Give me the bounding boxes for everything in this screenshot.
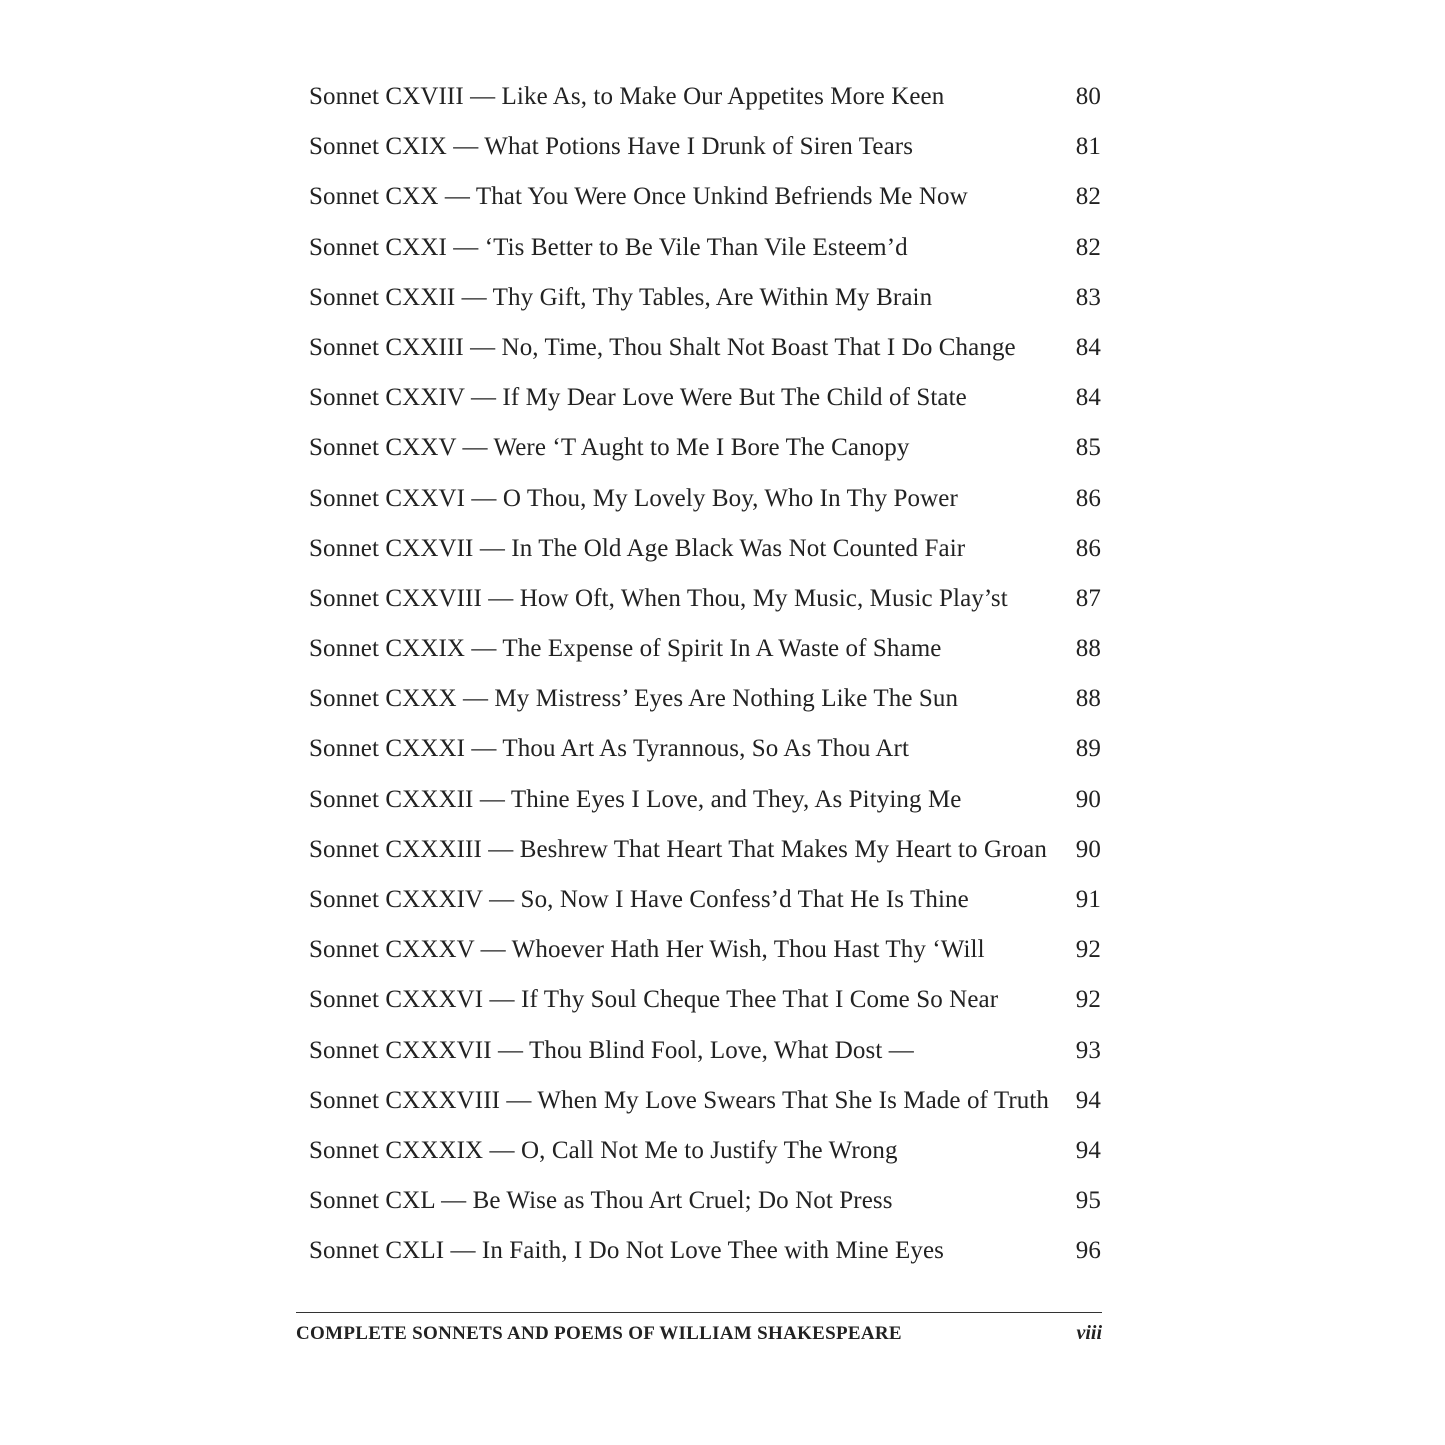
toc-entry-title: Sonnet CXXIV — If My Dear Love Were But The Child of State [309,384,967,412]
toc-entry [309,474,1101,524]
toc-entry-title: Sonnet CXXXVII — Thou Blind Fool, Love, What Dost — [309,1036,914,1064]
running-footer-title: COMPLETE SONNETS AND POEMS OF WILLIAM SHAKESPEARE [296,1323,902,1344]
toc-entry-title: Sonnet CXXI — ‘Tis Better to Be Vile Than Vile Esteem’d [309,233,908,261]
toc-entry [309,223,1101,273]
toc-entry-page: 96 [1075,1237,1101,1265]
toc-entry-page: 83 [1075,283,1101,311]
toc-entry-page: 84 [1075,333,1101,361]
toc-entry [309,373,1101,423]
toc-entry-title: Sonnet CXXXII — Thine Eyes I Love, and They, As Pitying Me [309,785,962,813]
toc-entry-title: Sonnet CXXII — Thy Gift, Thy Tables, Are Within My Brain [309,283,933,311]
toc-entry-page: 85 [1075,434,1101,462]
toc-entry-title: Sonnet CXXXV — Whoever Hath Her Wish, Thou Hast Thy ‘Will [309,936,985,964]
toc-entry-title: Sonnet CXXVIII — How Oft, When Thou, My Music, Music Play’st [309,584,1008,612]
toc-entry [309,1226,1101,1276]
toc-entry [309,122,1101,172]
toc-entry [309,172,1101,222]
toc-entry-title: Sonnet CXXIX — The Expense of Spirit In A Waste of Shame [309,635,942,663]
toc-entry [309,875,1101,925]
toc-entry-page: 80 [1075,83,1101,110]
toc-entry-title: Sonnet CXL — Be Wise as Thou Art Cruel; Do Not Press [309,1187,893,1215]
toc-entry [309,273,1101,323]
toc-entry-page: 91 [1075,886,1101,913]
toc-entry [309,775,1101,825]
toc-entry-page: 90 [1075,785,1101,813]
toc-entry-page: 90 [1075,835,1101,863]
toc-entry-page: 86 [1075,484,1101,512]
toc-entry-page: 82 [1075,233,1101,261]
toc-entry-page: 88 [1075,685,1101,713]
toc-entry [309,323,1101,373]
toc-entry-page: 92 [1075,936,1101,964]
toc-entry-title: Sonnet CXXX — My Mistress’ Eyes Are Nothing Like The Sun [309,685,959,713]
toc-entry-title: Sonnet CXXV — Were ‘T Aught to Me I Bore The Canopy [309,434,910,462]
toc-entry [309,925,1101,975]
toc-entry [309,423,1101,473]
toc-entry-title: Sonnet CXXXIX — O, Call Not Me to Justify The Wrong [309,1136,898,1164]
toc-entry-title: Sonnet CXXVI — O Thou, My Lovely Boy, Who In Thy Power [309,484,958,512]
toc-entry [309,674,1101,724]
toc-entry-title: Sonnet CXX — That You Were Once Unkind Befriends Me Now [309,183,968,211]
table-of-contents [309,72,1101,1277]
toc-entry-title: Sonnet CXXVII — In The Old Age Black Was Not Counted Fair [309,534,966,562]
toc-entry-page: 94 [1075,1136,1101,1164]
page-footer [296,1322,1102,1345]
toc-entry-page: 93 [1075,1036,1101,1064]
toc-entry-page: 88 [1075,635,1101,663]
toc-entry-page: 81 [1075,133,1101,161]
toc-entry-title: Sonnet CXIX — What Potions Have I Drunk of Siren Tears [309,133,914,161]
toc-entry-title: Sonnet CXXXVIII — When My Love Swears That She Is Made of Truth [309,1086,1050,1114]
toc-entry [309,624,1101,674]
toc-entry [309,825,1101,875]
toc-entry [309,574,1101,624]
toc-entry [309,72,1101,122]
footer-divider [296,1312,1102,1313]
toc-entry-page: 82 [1075,183,1101,211]
page-number: viii [1076,1322,1102,1344]
toc-entry-title: Sonnet CXXXIII — Beshrew That Heart That Makes My Heart to Groan [309,835,1047,863]
toc-entry [309,975,1101,1025]
toc-entry-title: Sonnet CXVIII — Like As, to Make Our Appetites More Keen [309,83,945,110]
toc-entry-title: Sonnet CXLI — In Faith, I Do Not Love Thee with Mine Eyes [309,1237,945,1265]
toc-entry-title: Sonnet CXXXI — Thou Art As Tyrannous, So As Thou Art [309,735,910,763]
toc-entry-title: Sonnet CXXXIV — So, Now I Have Confess’d That He Is Thine [309,886,969,913]
toc-entry-page: 87 [1075,584,1101,612]
toc-entry [309,1176,1101,1226]
toc-entry [309,1126,1101,1176]
toc-entry-page: 92 [1075,986,1101,1014]
toc-entry-page: 94 [1075,1086,1101,1114]
toc-entry [309,524,1101,574]
toc-entry-page: 89 [1075,735,1101,763]
toc-entry-title: Sonnet CXXXVI — If Thy Soul Cheque Thee That I Come So Near [309,986,999,1014]
toc-entry [309,1026,1101,1076]
toc-entry-page: 84 [1075,384,1101,412]
toc-entry-page: 86 [1075,534,1101,562]
toc-entry-title: Sonnet CXXIII — No, Time, Thou Shalt Not Boast That I Do Change [309,333,1016,361]
toc-entry [309,1076,1101,1126]
toc-entry-page: 95 [1075,1187,1101,1215]
toc-entry [309,724,1101,774]
